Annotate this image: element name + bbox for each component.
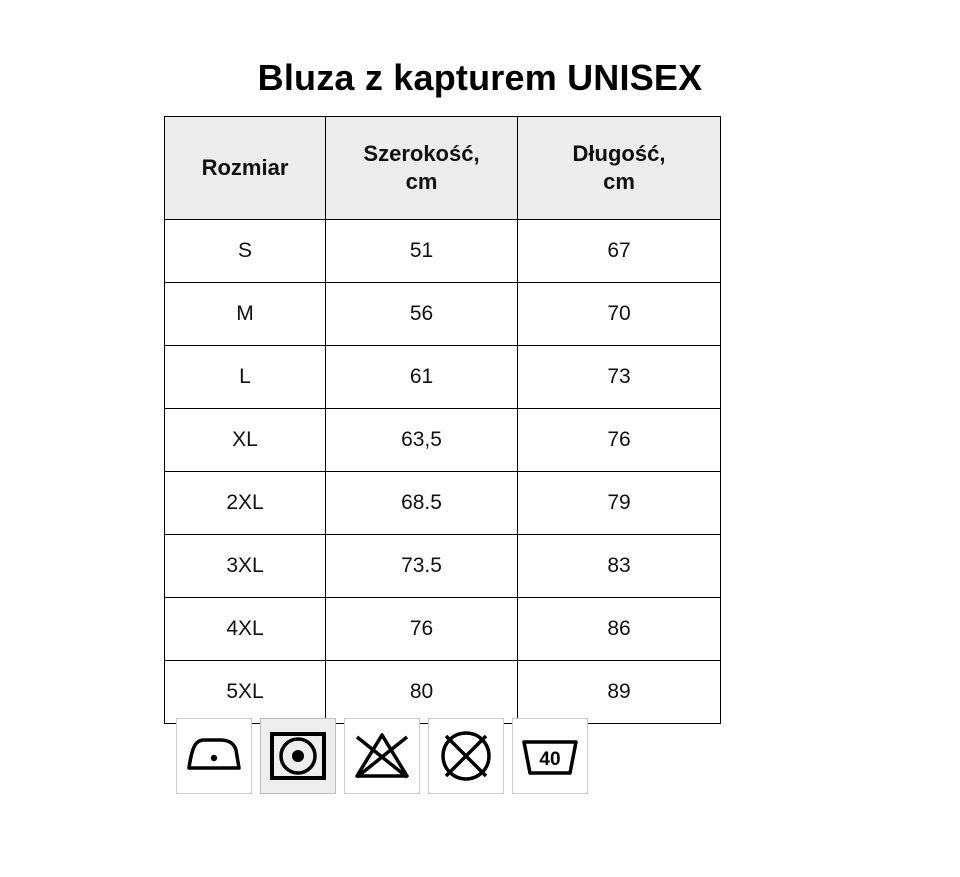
care-symbols xyxy=(176,718,588,794)
cell-size: XL xyxy=(165,409,326,472)
cell-width: 63,5 xyxy=(326,409,518,472)
cell-size: 4XL xyxy=(165,598,326,661)
cell-length: 83 xyxy=(518,535,721,598)
cell-size: 3XL xyxy=(165,535,326,598)
cell-length: 73 xyxy=(518,346,721,409)
cell-length: 70 xyxy=(518,283,721,346)
size-table xyxy=(164,116,721,724)
cell-length: 79 xyxy=(518,472,721,535)
iron-shape xyxy=(184,734,244,778)
column-header-width-line2: cm xyxy=(405,169,438,194)
cell-width: 61 xyxy=(326,346,518,409)
wash-tub-shape xyxy=(520,733,580,779)
cell-width: 68.5 xyxy=(326,472,518,535)
cell-size: S xyxy=(165,220,326,283)
table-row xyxy=(165,220,721,283)
table-header-row xyxy=(165,117,721,220)
table-row xyxy=(165,346,721,409)
cell-size: 2XL xyxy=(165,472,326,535)
no-bleach-shape xyxy=(353,731,411,781)
iron-low-heat-icon xyxy=(176,718,252,794)
table-row xyxy=(165,283,721,346)
column-header-length-line2: cm xyxy=(603,169,635,194)
cell-width: 51 xyxy=(326,220,518,283)
column-header-length-line1: Długość, xyxy=(572,141,666,166)
do-not-dry-clean-icon xyxy=(428,718,504,794)
cell-width: 76 xyxy=(326,598,518,661)
tumble-dry-normal-icon xyxy=(260,718,336,794)
wash-40-icon xyxy=(512,718,588,794)
column-header-size xyxy=(165,117,326,220)
do-not-bleach-icon xyxy=(344,718,420,794)
table-row xyxy=(165,472,721,535)
no-dry-clean-shape xyxy=(439,729,493,783)
cell-length: 89 xyxy=(518,661,721,724)
cell-length: 76 xyxy=(518,409,721,472)
column-header-size-line1: Rozmiar xyxy=(201,155,289,180)
column-header-length xyxy=(518,117,721,220)
page-title: Bluza z kapturem UNISEX xyxy=(257,57,703,98)
table-row xyxy=(165,598,721,661)
cell-size: L xyxy=(165,346,326,409)
cell-width: 80 xyxy=(326,661,518,724)
column-header-width xyxy=(326,117,518,220)
wash-temperature-label: 40 xyxy=(539,749,561,770)
cell-size: 5XL xyxy=(165,661,326,724)
column-header-width-line1: Szerokość, xyxy=(363,141,480,166)
cell-length: 67 xyxy=(518,220,721,283)
cell-size: M xyxy=(165,283,326,346)
tumble-dry-shape xyxy=(269,730,327,782)
table-row xyxy=(165,535,721,598)
table-row xyxy=(165,661,721,724)
table-row xyxy=(165,409,721,472)
cell-width: 56 xyxy=(326,283,518,346)
cell-length: 86 xyxy=(518,598,721,661)
cell-width: 73.5 xyxy=(326,535,518,598)
